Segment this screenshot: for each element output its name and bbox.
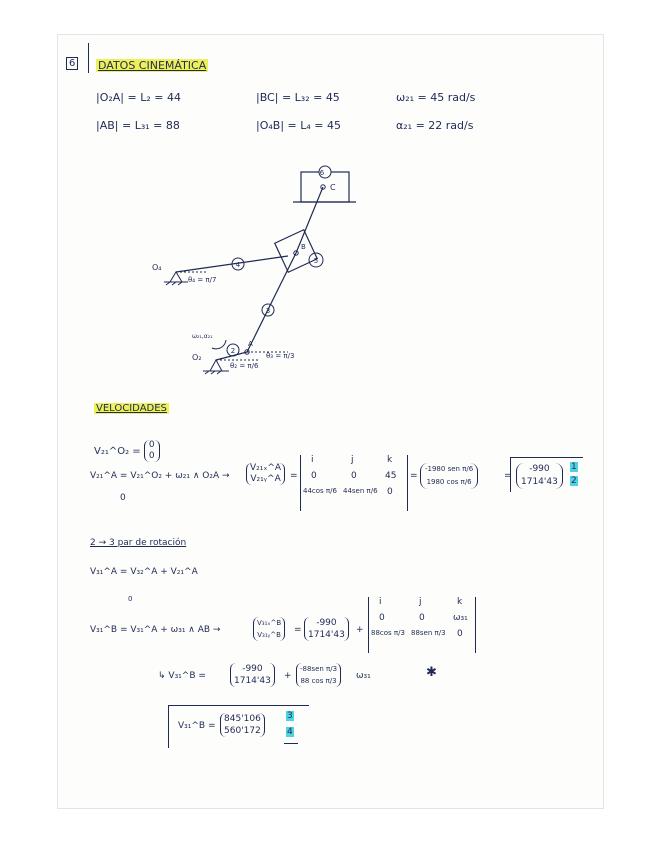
- margin-line: [88, 43, 89, 73]
- pair-title-text: 2 → 3 par de rotación: [90, 538, 187, 548]
- page-number: 6: [66, 57, 78, 70]
- data-o4b: |O₄B| = L₄ = 45: [256, 119, 341, 132]
- v21-a-result-x: -990: [529, 464, 550, 474]
- data-omega21: ω₂₁ = 45 rad/s: [396, 91, 476, 104]
- label-theta3: θ₃ = π/3: [266, 352, 295, 360]
- data-alpha21: α₂₁ = 22 rad/s: [396, 119, 474, 132]
- v31-b-components: [253, 617, 285, 641]
- asterisk-mark: ✱: [426, 665, 437, 680]
- tag-3: 3: [287, 711, 293, 721]
- label-o2: O₂: [192, 353, 202, 362]
- label-o4: O₄: [152, 263, 162, 272]
- v31-b-col1: [304, 617, 349, 641]
- v31-b-result-y: 560'172: [224, 726, 261, 736]
- pair-title: [90, 538, 186, 548]
- eq-v21-a-lhs: V₂₁^A = V₂₁^O₂ + ω₂₁ ∧ O₂A →: [90, 471, 230, 481]
- det-v31-b-r2c2: 0: [419, 613, 425, 623]
- v31-b-col1-x: -990: [316, 618, 337, 628]
- tag-2: 2: [571, 476, 577, 486]
- v21-a-y-sym: V₂₁ᵧ^A: [250, 474, 281, 484]
- v31-b-simp-col2-y: 88 cos π/3: [300, 677, 337, 685]
- data-ab: |AB| = L₃₁ = 88: [96, 119, 180, 132]
- v31-b-simp-col1-y: 1714'43: [234, 676, 271, 686]
- tag-1: 1: [571, 462, 577, 472]
- label-a: A: [248, 340, 253, 348]
- v31-b-simp-col1-x: -990: [242, 664, 263, 674]
- det-v31-b-r2c3: ω₃₁: [453, 613, 468, 623]
- label-theta4: θ₄ = π/7: [188, 276, 217, 284]
- det-v21-a-j: j: [351, 455, 354, 465]
- omega-arrow: [212, 340, 226, 349]
- v21-a-result-y: 1714'43: [521, 477, 558, 487]
- eq-v21-o2: [94, 440, 160, 462]
- result-bracket-1: [510, 457, 583, 492]
- label-link2: 2: [230, 347, 236, 355]
- v31-b-result-col: [220, 713, 265, 737]
- det-v21-a-i: i: [311, 455, 314, 465]
- det-v21-a-r2c2: 0: [351, 471, 357, 481]
- det-v31-b-r3c3: 0: [457, 629, 463, 639]
- v31-a-zero: 0: [128, 595, 133, 603]
- mechanism-diagram: [148, 160, 408, 385]
- v21-a-zero: 0: [120, 493, 126, 503]
- v21-a-x-sym: V₂₁ₓ^A: [250, 463, 282, 473]
- det-v21-a-r3c2: 44sen π/6: [343, 487, 378, 495]
- det-v21-a-r3c3: 0: [387, 487, 393, 497]
- v21-a-expanded: [420, 463, 478, 489]
- v31-b-simp-lhs-text: V₃₁^B =: [168, 671, 206, 681]
- eq-v31-a: V₃₁^A = V₃₂^A + V₂₁^A: [90, 567, 198, 577]
- tag-4: 4: [287, 727, 293, 737]
- eq-v31-b-lhs: V₃₁^B = V₃₁^A + ω₃₁ ∧ AB →: [90, 625, 221, 635]
- eq-v31-b-result-lhs: V₃₁^B =: [178, 721, 216, 731]
- eq-v31-b-simplified-lhs: ↳ V₃₁^B =: [158, 671, 206, 681]
- v31-b-col1-y: 1714'43: [308, 630, 345, 640]
- data-o2a: |O₂A| = L₂ = 44: [96, 91, 181, 104]
- label-link4: 4: [235, 261, 241, 269]
- label-omega-alpha: ω₂₁,α₂₁: [192, 333, 213, 340]
- notebook-page: 6 DATOS CINEMÁTICA |O₂A| = L₂ = 44 |BC| = L₃₂ = 45 ω₂₁ = 45 rad/s |AB| = L₃₁ = 88 |O₄B| = L₄ = 45 α₂₁ = 22 rad/s 6 C B 5 4 3 2 O₄ θ₄ = π/7 O₂ A θ₃ = π/3 θ₂ = π/6 ω₂₁,α₂₁ VELOCIDADES V₂₁^O₂ = 0 0 V₂₁^A = V₂₁^O₂ + ω₂₁ ∧ O₂A → 0 V₂₁ₓ^A V₂₁ᵧ^A = i j k 0 0 45 44cos π/6 44sen π/6 0 = -1980 sen π/6 1980 cos π/6 = -990 1714'43 1 2 2 → 3 par de rotación V₃₁^A = V₃₂^A + V₂₁^A 0 V₃₁^B = V₃₁^A + ω₃₁ ∧ AB → V₃₁ₓ^B V₃₁ᵧ^B = -990 1714'43 + i j k 0 0 ω₃₁ 88cos π/3 88sen π/3 0 ↳ V₃₁^B = -990 1714'43 + -88sen π/3 88 cos π/3 ω₃₁ ✱ V₃₁^B = 845'106 560'172 3 4: [58, 35, 603, 808]
- data-bc: |BC| = L₃₂ = 45: [256, 91, 340, 104]
- v21-a-components: [246, 463, 285, 485]
- det-v21-a-r2c1: 0: [311, 471, 317, 481]
- det-v31-b-k: k: [457, 597, 463, 607]
- v21-a-exp-y: 1980 cos π/6: [426, 478, 472, 486]
- eq-v21-o2-lhs: V₂₁^O₂ =: [94, 446, 141, 457]
- result-underline: [284, 743, 298, 744]
- det-v31-b-r3c1: 88cos π/3: [371, 629, 405, 637]
- v31-b-simp-omega: ω₃₁: [356, 671, 371, 681]
- v21-o2-y: 0: [148, 451, 155, 461]
- label-link5: 5: [313, 257, 319, 265]
- label-slider: 6: [319, 169, 325, 177]
- det-v31-b-r3c2: 88sen π/3: [411, 629, 446, 637]
- v31-b-y-sym: V₃₁ᵧ^B: [257, 631, 281, 639]
- det-v31-b: [368, 597, 476, 653]
- det-v21-a-r2c3: 45: [385, 471, 397, 481]
- ground-o2: [210, 360, 222, 371]
- section-title-velocidades: VELOCIDADES: [96, 403, 167, 414]
- eq-v21-a: [90, 471, 230, 481]
- v31-b-simp-col2: [296, 663, 341, 687]
- v31-b-simp-col1: [230, 663, 275, 687]
- link-ab: [247, 253, 296, 352]
- det-v31-b-j: j: [419, 597, 422, 607]
- det-v31-b-i: i: [379, 597, 382, 607]
- v21-o2-x: 0: [148, 440, 155, 450]
- det-v21-a: [300, 455, 408, 511]
- label-b: B: [301, 243, 306, 251]
- v21-a-exp-x: -1980 sen π/6: [425, 465, 474, 473]
- label-theta2: θ₂ = π/6: [230, 362, 259, 370]
- det-v21-a-k: k: [387, 455, 393, 465]
- section-title-datos: DATOS CINEMÁTICA: [98, 59, 207, 72]
- v31-b-simp-col2-x: -88sen π/3: [300, 665, 338, 673]
- ground-o4: [170, 272, 182, 282]
- label-link3: 3: [265, 307, 271, 315]
- label-c: C: [330, 183, 336, 192]
- v31-b-result-x: 845'106: [224, 714, 261, 724]
- det-v31-b-r2c1: 0: [379, 613, 385, 623]
- det-v21-a-r3c1: 44cos π/6: [303, 487, 337, 495]
- v31-b-x-sym: V₃₁ₓ^B: [257, 619, 282, 627]
